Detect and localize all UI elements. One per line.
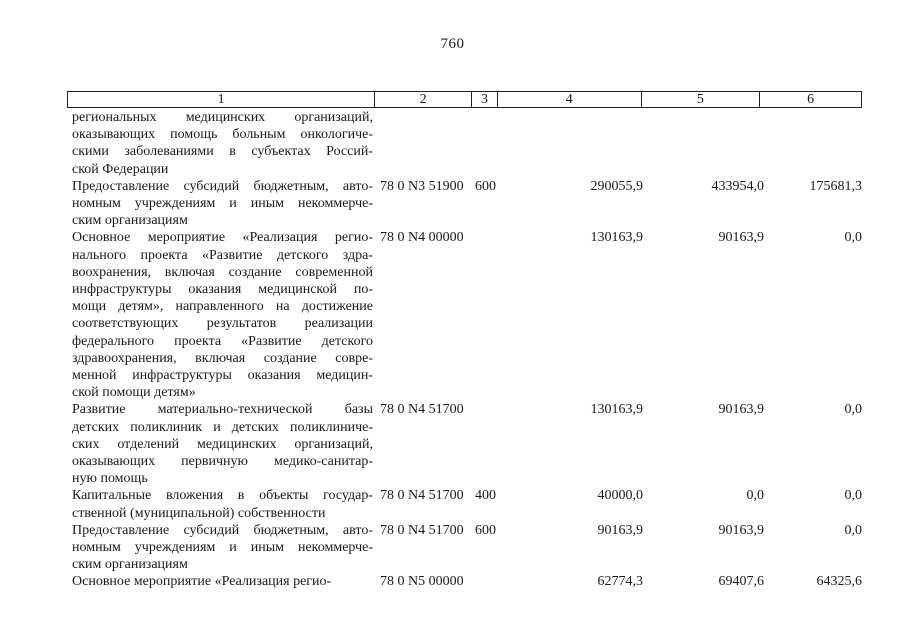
- header-col-3: 3: [471, 92, 497, 107]
- header-col-5: 5: [641, 92, 760, 107]
- table-row: [67, 109, 862, 178]
- row-name: [67, 401, 373, 487]
- row-code: 78 0 N3 51900: [380, 178, 464, 194]
- header-col-4: 4: [497, 92, 641, 107]
- row-code: 78 0 N4 00000: [380, 230, 464, 246]
- row-name-line: номным учреждениям и иным некоммерче-: [72, 540, 373, 556]
- row-expense-type: 600: [475, 178, 496, 194]
- row-value-col4: 40000,0: [597, 488, 643, 504]
- row-name-line: ную помощь: [72, 471, 148, 487]
- table-row: [67, 178, 862, 230]
- row-name: [67, 109, 373, 178]
- row-name-line: Предоставление субсидий бюджетным, авто-: [72, 522, 373, 538]
- row-code: 78 0 N4 51700: [380, 402, 464, 418]
- row-name-line: ской Федерации: [72, 161, 169, 177]
- table-body: [67, 109, 862, 591]
- row-expense-type: [473, 573, 503, 590]
- row-value-col5: 433954,0: [711, 178, 764, 194]
- row-name: [67, 229, 373, 401]
- row-name-line: здравоохранения, включая создание совре-: [72, 350, 373, 366]
- row-code: 78 0 N5 00000: [380, 574, 464, 590]
- row-name-line: ским организациям: [72, 213, 188, 229]
- row-value-col5: [643, 109, 764, 178]
- row-value-col4: 290055,9: [590, 178, 643, 194]
- table-row: [67, 522, 862, 574]
- row-expense-type: 600: [475, 522, 496, 538]
- row-value-col6: 0,0: [844, 522, 862, 538]
- table-row: [67, 229, 862, 401]
- row-name-line: ским организациям: [72, 557, 188, 573]
- row-name-line: мощи детям», направленного на достижение: [72, 299, 373, 315]
- row-name-line: нального проекта «Развитие детского здра-: [72, 247, 373, 263]
- row-name-line: региональных медицинских организаций,: [72, 110, 373, 125]
- row-code: [373, 109, 473, 178]
- row-value-col5: 69407,6: [718, 574, 764, 590]
- header-col-1: 1: [217, 92, 225, 107]
- row-name-line: соответствующих результатов реализации: [72, 316, 373, 332]
- row-name-line: ских отделений медицинских организаций,: [72, 436, 373, 452]
- row-name-line: ственной (муниципальной) собственности: [72, 505, 326, 521]
- row-value-col6: 0,0: [844, 488, 862, 504]
- table-header: [67, 91, 862, 108]
- row-name-line: скими заболеваниями в субъектах Россий-: [72, 144, 373, 160]
- header-col-6: 6: [759, 92, 861, 107]
- row-value-col5: 90163,9: [718, 522, 764, 538]
- table-row: [67, 401, 862, 487]
- row-name-line: ской помощи детям»: [72, 385, 196, 401]
- table-row: [67, 487, 862, 521]
- row-code: 78 0 N4 51700: [380, 522, 464, 538]
- page-number: 760: [440, 36, 465, 52]
- row-name-line: Основное мероприятие «Реализация регио-: [72, 574, 332, 590]
- row-code: 78 0 N4 51700: [380, 488, 464, 504]
- row-value-col6: 64325,6: [816, 574, 862, 590]
- row-name-line: федерального проекта «Развитие детского: [72, 333, 373, 349]
- row-name-line: инфраструктуры оказания медицинской по-: [72, 282, 373, 298]
- row-value-col6: [764, 109, 862, 178]
- row-value-col4: [503, 109, 643, 178]
- row-name-line: оказывающих помощь больным онкологиче-: [72, 127, 373, 143]
- row-expense-type: [473, 109, 503, 178]
- row-value-col4: 62774,3: [597, 574, 643, 590]
- row-value-col4: 130163,9: [590, 230, 643, 246]
- row-name-line: Основное мероприятие «Реализация регио-: [72, 230, 373, 246]
- row-name-line: воохранения, включая создание современной: [72, 264, 373, 280]
- table-row: [67, 573, 862, 590]
- row-value-col6: 175681,3: [809, 178, 862, 194]
- row-value-col5: 90163,9: [718, 402, 764, 418]
- row-value-col5: 0,0: [746, 488, 764, 504]
- row-name-line: Предоставление субсидий бюджетным, авто-: [72, 178, 373, 194]
- row-name: [67, 573, 373, 590]
- row-value-col5: 90163,9: [718, 230, 764, 246]
- row-expense-type: [473, 401, 503, 487]
- row-value-col6: 0,0: [844, 402, 862, 418]
- row-expense-type: 400: [475, 488, 496, 504]
- row-name-line: оказывающих первичную медико-санитар-: [72, 454, 373, 470]
- row-value-col4: 130163,9: [590, 402, 643, 418]
- row-name-line: Капитальные вложения в объекты государ-: [72, 488, 373, 504]
- row-name-line: Развитие материально-технической базы: [72, 402, 373, 418]
- row-name-line: менной инфраструктуры оказания медицин-: [72, 368, 373, 384]
- row-expense-type: [473, 229, 503, 401]
- row-name: [67, 178, 373, 230]
- row-value-col6: 0,0: [844, 230, 862, 246]
- row-name-line: детских поликлиник и детских поликлиниче-: [72, 419, 373, 435]
- header-col-2: 2: [374, 92, 471, 107]
- row-value-col4: 90163,9: [597, 522, 643, 538]
- row-name-line: номным учреждениям и иным некоммерче-: [72, 196, 373, 212]
- row-name: [67, 487, 373, 521]
- row-name: [67, 522, 373, 574]
